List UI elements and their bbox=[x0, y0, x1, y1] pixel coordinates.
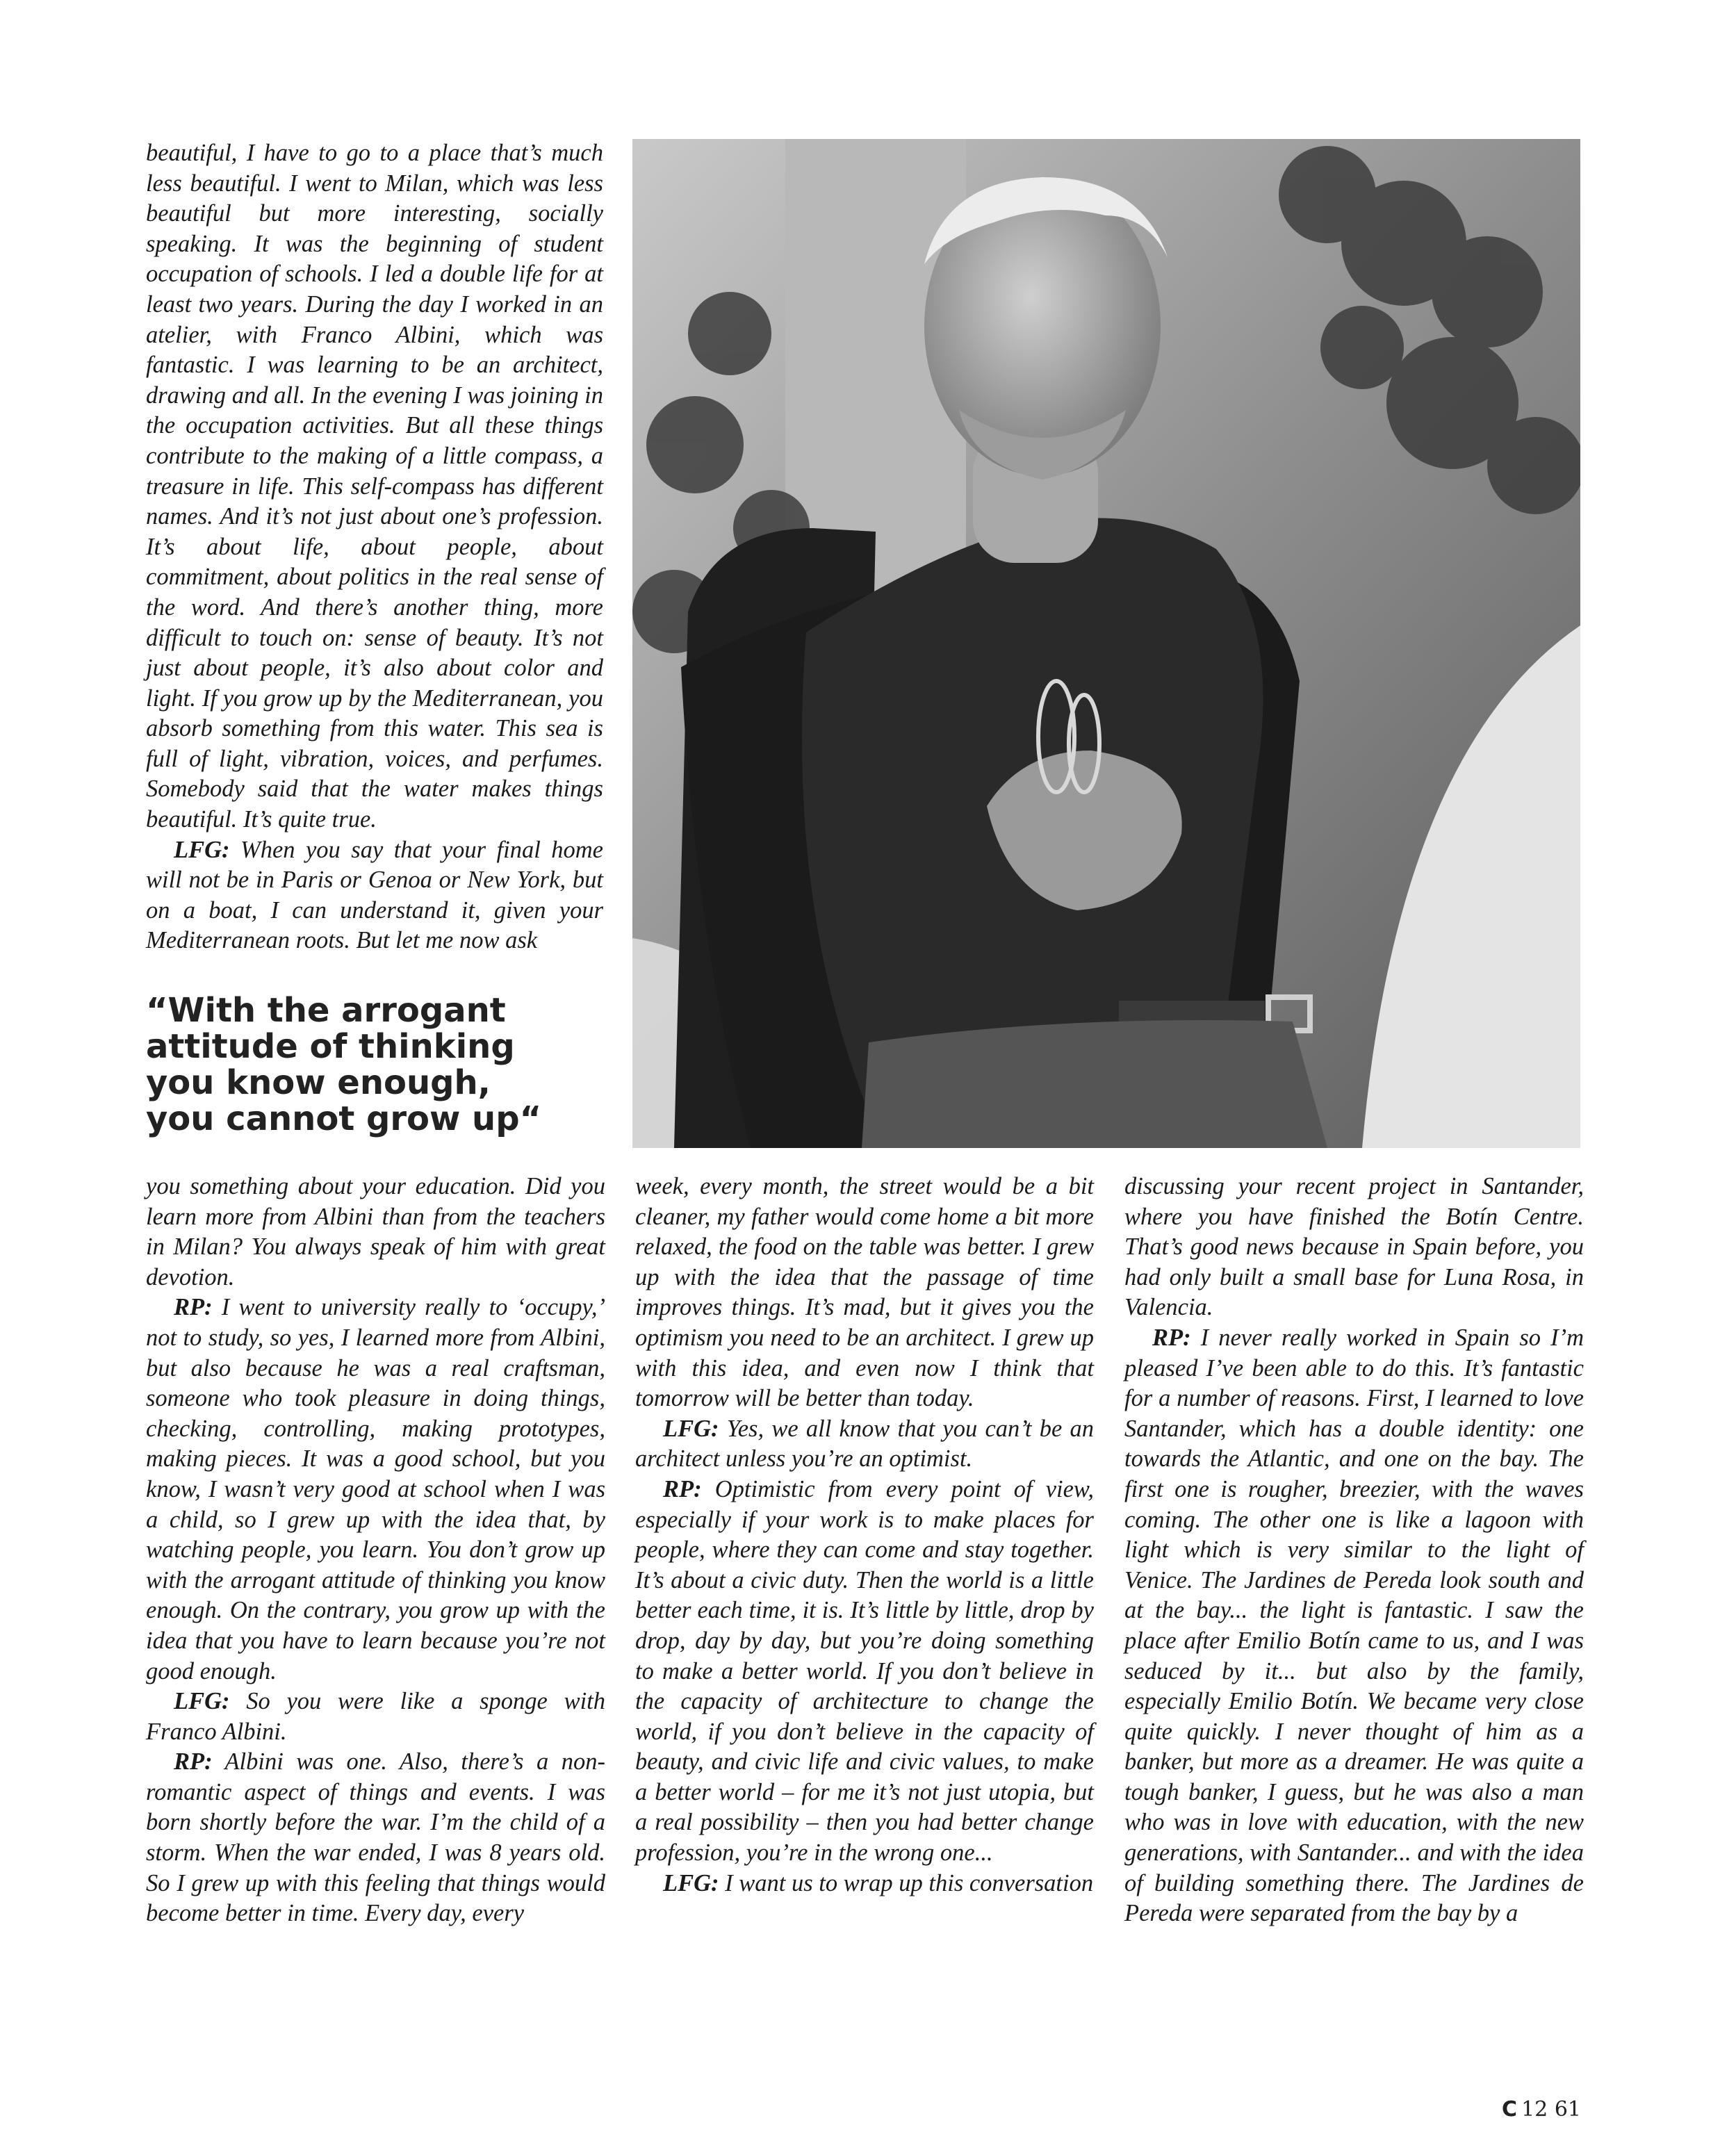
paragraph bbox=[635, 1475, 1094, 1869]
speaker-label: RP: bbox=[174, 1748, 213, 1776]
article-top-column bbox=[146, 138, 603, 956]
portrait-photo bbox=[632, 139, 1580, 1148]
paragraph-text: Optimistic from every point of view, especially if your work is to make places for people, where they can come and stay together. It’s about a civic duty. Then the world is a little better each time, it is. It’s little by little, drop by drop, day by day, but you’re doing something to make a better world. If you don’t believe in the capacity of architecture to change the world, if you don’t believe in the capacity of beauty, and civic life and civic values, to make a better world – for me it’s not just utopia, but a real possibility – then you had better change profession, you’re in the wrong one... bbox=[635, 1475, 1095, 1867]
paragraph bbox=[635, 1869, 1094, 1899]
page-number: 61 bbox=[1554, 2097, 1581, 2122]
speaker-label: RP: bbox=[1152, 1324, 1191, 1351]
article-column-2 bbox=[635, 1172, 1094, 1899]
paragraph bbox=[146, 1293, 605, 1687]
speaker-label: LFG: bbox=[663, 1415, 719, 1442]
paragraph: you something about your education. Did you learn more from Albini than from the teachers in Milan? You always speak of him with great devotion. bbox=[146, 1173, 605, 1290]
article-column-1 bbox=[146, 1172, 605, 1929]
speaker-label: LFG: bbox=[174, 836, 230, 863]
pull-quote: “With the arrogant attitude of thinking you know enough, you cannot grow up“ bbox=[146, 991, 542, 1138]
speaker-label: LFG: bbox=[174, 1688, 230, 1715]
paragraph-text: I went to university really to ‘occupy,’ not to study, so yes, I learned more from Albini, but also because he was a real craftsman, someone who took pleasure in doing things, checking, controlling, making prototypes, making pieces. It was a good school, but you know, I wasn’t very good at school when I was a child, so I grew up with the idea that, by watching people, you learn. You don’t grow up with the arrogant attitude of thinking you know enough. On the contrary, you grow up with the idea that you have to learn because you’re not good enough. bbox=[146, 1294, 605, 1684]
paragraph bbox=[1124, 1323, 1584, 1929]
article-column-3 bbox=[1124, 1172, 1584, 1929]
paragraph: discussing your recent project in Santander, where you have finished the Botín Centre. That’s good news because in Spain before, you had only built a small base for Luna Rosa, in Valencia. bbox=[1124, 1173, 1584, 1321]
magazine-mark: C bbox=[1502, 2097, 1518, 2122]
page-folio bbox=[1502, 2097, 1581, 2122]
paragraph-text: When you say that your final home will not be in Paris or Genoa or New York, but on a boat, I can understand it, given your Mediterranean roots. But let me now ask bbox=[146, 836, 603, 954]
paragraph bbox=[146, 1747, 605, 1929]
paragraph-text: Yes, we all know that you can’t be an architect unless you’re an optimist. bbox=[635, 1415, 1095, 1473]
paragraph-text: I want us to wrap up this conversation bbox=[725, 1869, 1094, 1896]
speaker-label: RP: bbox=[174, 1294, 213, 1321]
paragraph: week, every month, the street would be a bit cleaner, my father would come home a bit more relaxed, the food on the table was better. I grew up with the idea that the passage of time improves things. It’s mad, but it gives you the optimism you need to be an architect. I grew up with this idea, and even now I think that tomorrow will be better than today. bbox=[635, 1173, 1094, 1412]
speaker-label: RP: bbox=[663, 1475, 702, 1502]
speaker-label: LFG: bbox=[663, 1869, 719, 1896]
paragraph bbox=[146, 1687, 605, 1747]
issue-number: 12 bbox=[1521, 2097, 1548, 2122]
paragraph: beautiful, I have to go to a place that’s much less beautiful. I went to Milan, which was less beautiful but more interesting, socially speaking. It was the beginning of student occupation of schools. I led a double life for at least two years. During the day I worked in an atelier, with Franco Albini, which was fantastic. I was learning to be an architect, drawing and all. In the evening I was joining in the occupation activities. But all these things contribute to the making of a little compass, a treasure in life. This self-compass has different names. And it’s not just about one’s profession. It’s about life, about people, about commitment, about politics in the real sense of the word. And there’s another thing, more difficult to touch on: sense of beauty. It’s not just about people, it’s also about color and light. If you grow up by the Mediterranean, you absorb something from this water. This sea is full of light, vibration, voices, and perfumes. Somebody said that the water makes things beautiful. It’s quite true. bbox=[146, 140, 603, 833]
paragraph-text: So you were like a sponge with Franco Albini. bbox=[146, 1688, 606, 1745]
paragraph bbox=[146, 835, 603, 956]
paragraph bbox=[635, 1414, 1094, 1475]
paragraph-text: I never really worked in Spain so I’m pleased I’ve been able to do this. It’s fantastic for a number of reasons. First, I learned to love Santander, which has a double identity: one towards the Atlantic, and one on the bay. The first one is rougher, breezier, with the waves coming. The other one is like a lagoon with light which is very similar to the light of Venice. The Jardines de Pereda look south and at the bay... the light is fantastic. I saw the place after Emilio Botín came to us, and I was seduced by it... but also by the family, especially Emilio Botín. We became very close quite quickly. I never thought of him as a banker, but more as a dreamer. He was quite a tough banker, I guess, but he was also a man who was in love with education, with the new generations, with Santander... and with the idea of building something there. The Jardines de Pereda were separated from the bay by a bbox=[1124, 1324, 1584, 1927]
paragraph-text: Albini was one. Also, there’s a non-romantic aspect of things and events. I was born shortly before the war. I’m the child of a storm. When the war ended, I was 8 years old. So I grew up with this feeling that things would become better in time. Every day, every bbox=[146, 1748, 605, 1927]
